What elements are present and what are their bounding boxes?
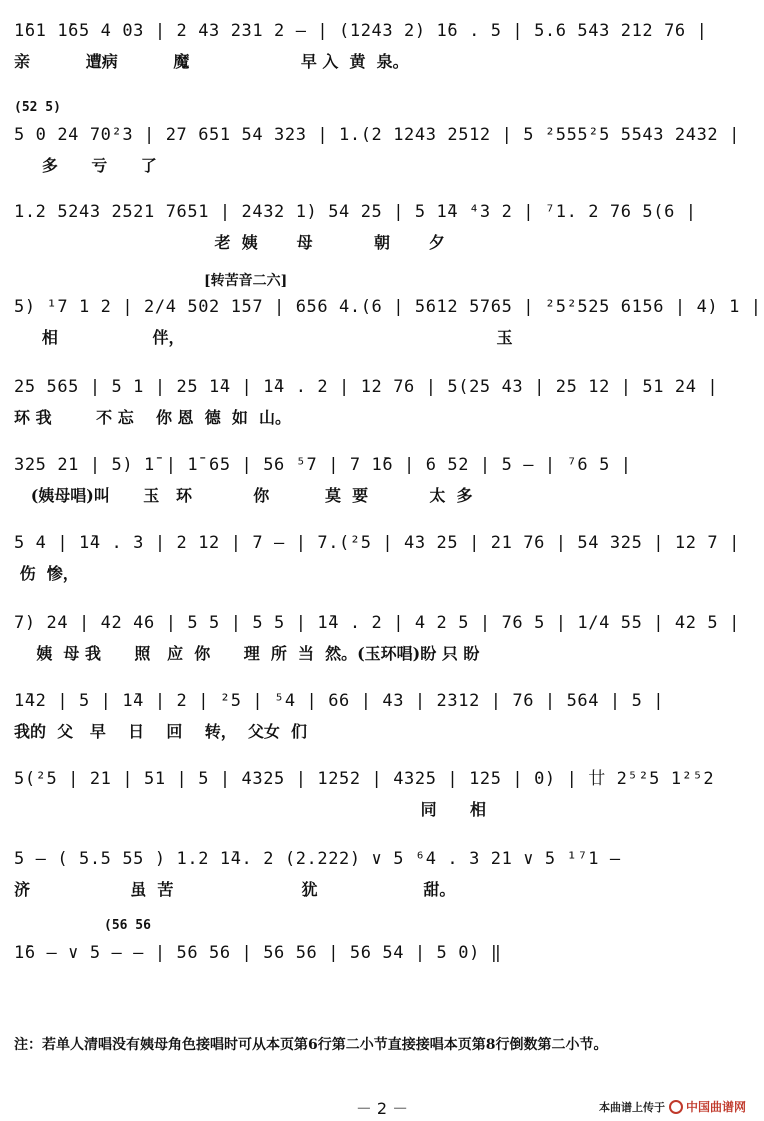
system-10 [14, 762, 754, 824]
notation-line: 7) 24 | 42 46 | 5 5 | 5 5 | 1̄4 . 2 | 4 2 5 | 76 5 | 1/4 55 | 42 5 | [14, 613, 740, 633]
lyric-line: 多 亏 了 [14, 156, 157, 175]
system-3 [14, 195, 754, 257]
site-logo[interactable] [669, 1098, 746, 1115]
lyric-line: 姨 母 我 照 应 你 理 所 当 然。(玉环唱)盼 只 盼 [14, 644, 480, 663]
section-marker: [转苦音二六] [204, 273, 288, 289]
system-7 [14, 526, 754, 588]
lyric-line: 同 相 [14, 800, 487, 819]
footnote: 注：若单人清唱没有姨母角色接唱时可从本页第6行第二小节直接接唱本页第8行倒数第二小节。 [14, 1037, 608, 1053]
system-6 [14, 448, 754, 510]
lyric-line: 伤 惨， [14, 564, 79, 583]
notation-line: 1.2 5243 2521 7651 | 2432 1) 54 25 | 5 1̄4 ⁴3 2 | ⁷1. 2 76 5(6 | [14, 202, 697, 222]
notation-line: 1̄42 | 5 | 1̄4 | 2 | ²5 | ⁵4 | 66 | 43 | 2312 | 76 | 564 | 5 | [14, 691, 665, 711]
lyric-line: 济 虽 苦 犹 甜。 [14, 880, 456, 899]
system-5 [14, 370, 754, 432]
logo-icon [669, 1100, 683, 1114]
site-name: 中国曲谱网 [685, 1100, 746, 1114]
upload-credit [599, 1098, 746, 1115]
system-9 [14, 684, 754, 746]
notation-line: 1̄6 — ∨ 5 — — | 56 56 | 56 56 | 56 54 | 5 0) ‖ [14, 943, 502, 963]
page-number: － 2 － [355, 1099, 409, 1118]
grace-prefix: (56 56 [104, 918, 151, 933]
system-1 [14, 14, 754, 76]
system-12 [14, 918, 754, 970]
upload-label: 本曲谱上传于 [598, 1100, 665, 1114]
system-4 [14, 273, 762, 352]
system-8 [14, 606, 754, 668]
notation-line: 5 4 | 1̄4 . 3 | 2 12 | 7 — | 7.(²5 | 43 25 | 21 76 | 54 325 | 12 7 | [14, 533, 740, 553]
notation-line: 5(²5 | 21 | 51 | 5 | 4325 | 1252 | 4325 | 125 | 0) | 廿 2⁵²5 1²⁵2 [14, 769, 715, 789]
system-2 [14, 100, 754, 180]
lyric-line: 老 姨 母 朝 夕 [14, 233, 445, 252]
lyric-line: 亲 遭病 魔 早 入 黄 泉。 [14, 52, 409, 71]
notation-line: 1̄61 1̄65 4 03 | 2 43 231 2 — | (1243 2) 1̄6 . 5 | 5.6 543 212 76 | [14, 21, 708, 41]
system-11 [14, 842, 754, 904]
notation-line: 25 565 | 5 1 | 25 1̄4 | 1̄4 . 2 | 12 76 | 5(25 43 | 25 12 | 51 24 | [14, 377, 719, 397]
grace-prefix: (52 5) [14, 100, 61, 115]
lyric-line: 环 我 不 忘 你 恩 德 如 山。 [14, 408, 291, 427]
notation-line: 325 21 | 5) 1̄ | 1̄ 65 | 56 ⁵7 | 7 1̄6 | 6 52 | 5 — | ⁷6 5 | [14, 455, 632, 475]
lyric-line: 相 伴， 玉 [14, 328, 513, 347]
lyric-line: 我的 父 早 日 回 转， 父女 们 [14, 722, 307, 741]
notation-line: 5) ¹7 1 2 | 2/4 502 157 | 656 4.(6 | 5612 5765 | ²5²525 6156 | 4) 1 | [14, 297, 762, 317]
lyric-line: (姨母唱)叫 玉 环 你 莫 要 太 多 [14, 486, 473, 505]
notation-line: 5 0 24 70²3 | 27 651 54 323 | 1.(2 1243 2512 | 5 ²555²5 5543 2432 | [14, 125, 740, 145]
notation-line: 5 — ( 5.5 55 ) 1.2 1̄4. 2 (2.222) ∨ 5 ⁶4 . 3 21 ∨ 5 ¹⁷1 — [14, 849, 621, 869]
